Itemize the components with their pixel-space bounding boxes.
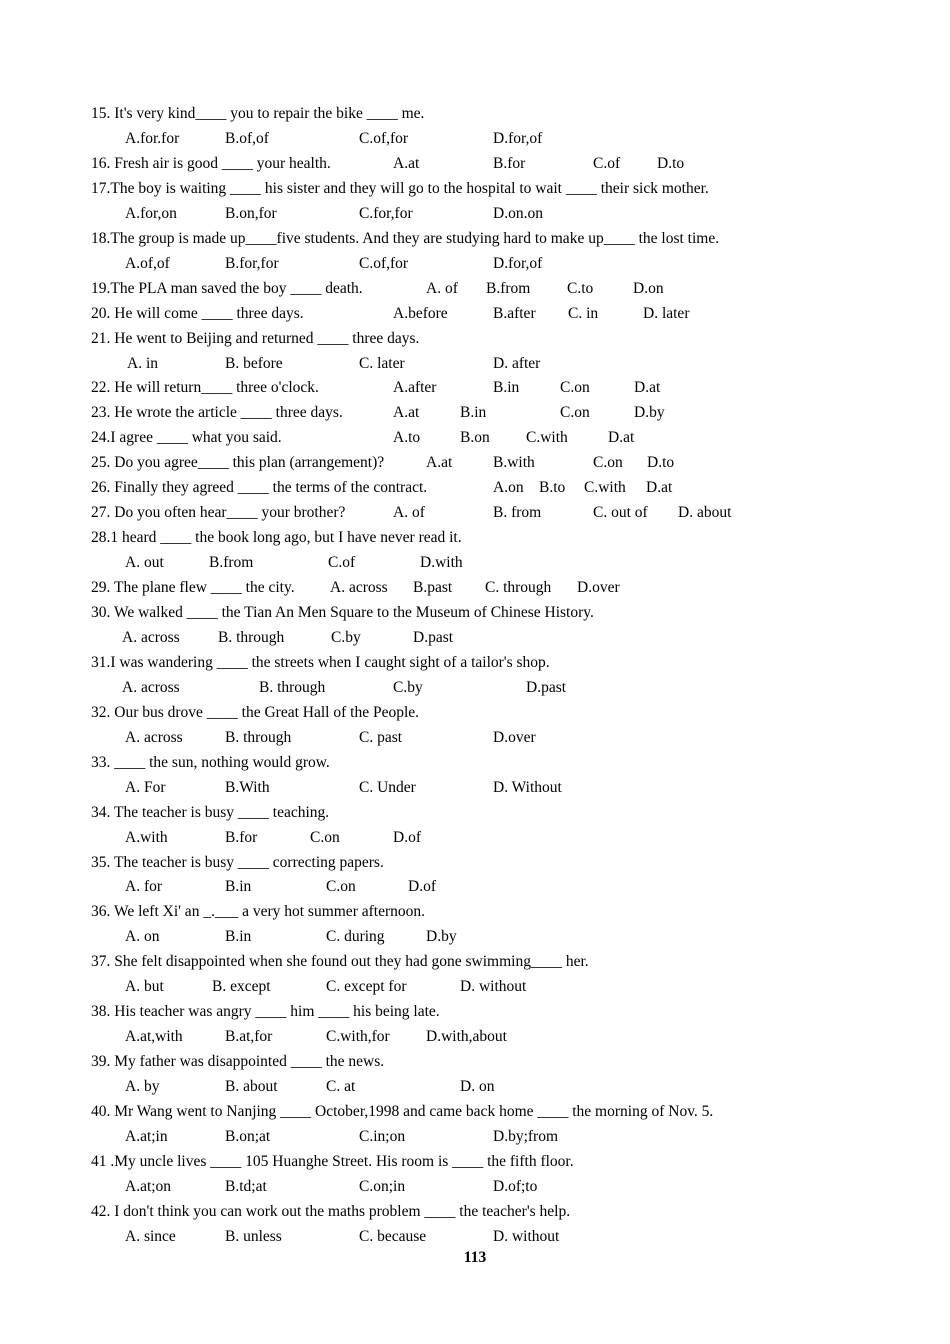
answer-option: B. about	[225, 1078, 278, 1096]
question-text: 29. The plane flew ____ the city.	[91, 579, 295, 597]
answer-option: B.in	[493, 379, 520, 397]
answer-option: D.on	[633, 279, 664, 297]
answer-option: D.with,about	[426, 1028, 507, 1046]
answer-option: D.to	[657, 154, 685, 172]
answer-option: D. about	[678, 504, 732, 522]
question-text: 36. We left Xi' an _.___ a very hot summer afternoon.	[91, 903, 425, 921]
answer-option: A. on	[125, 928, 160, 946]
answer-option: C.on	[310, 828, 340, 846]
answer-option: A.to	[393, 429, 421, 447]
question-text: 40. Mr Wang went to Nanjing ____ October,1998 and came back home ____ the morning of Nov. 5.	[91, 1103, 714, 1120]
answer-option: D. after	[493, 354, 541, 372]
answer-option: C.on	[560, 379, 590, 397]
answer-option: B. through	[225, 728, 292, 746]
answer-option: A. across	[122, 678, 180, 696]
answer-option: B.of,of	[225, 129, 269, 147]
answer-option: C.of	[593, 154, 621, 172]
question-text: 39. My father was disappointed ____ the news.	[91, 1053, 385, 1071]
answer-option: A.before	[393, 304, 448, 322]
answer-option: D. on	[460, 1078, 495, 1096]
question-text: 25. Do you agree____ this plan (arrangement)?	[91, 454, 385, 472]
answer-option: D.on.on	[493, 204, 543, 222]
answer-option: B.to	[539, 479, 566, 497]
answer-option: A. out	[125, 554, 164, 572]
answer-option: A. for	[125, 878, 163, 896]
answer-option: D.past	[526, 678, 567, 696]
page-number: 113	[463, 1249, 487, 1266]
answer-option: C.with	[584, 479, 626, 497]
answer-option: B.on;at	[225, 1127, 271, 1145]
answer-option: B.in	[225, 928, 252, 946]
answer-option: B. from	[493, 504, 542, 522]
answer-option: A. but	[125, 978, 164, 996]
answer-option: C.on;in	[359, 1177, 406, 1195]
question-text: 41 .My uncle lives ____ 105 Huanghe Street. His room is ____ the fifth floor.	[91, 1152, 574, 1170]
answer-option: C.on	[326, 878, 356, 896]
answer-option: A. by	[125, 1078, 160, 1096]
question-text: 15. It's very kind____ you to repair the bike ____ me.	[91, 105, 425, 122]
question-text: 34. The teacher is busy ____ teaching.	[91, 803, 330, 821]
question-text: 18.The group is made up____five students. And they are studying hard to make up____ the lost time.	[91, 229, 720, 247]
question-text: 38. His teacher was angry ____ him ____ his being late.	[91, 1003, 440, 1021]
question-text: 23. He wrote the article ____ three days.	[91, 404, 343, 422]
answer-option: A. in	[127, 354, 158, 372]
answer-option: D. Without	[493, 778, 562, 796]
answer-option: B.after	[493, 304, 536, 322]
question-text: 19.The PLA man saved the boy ____ death.	[91, 279, 363, 297]
answer-option: C.in;on	[359, 1127, 406, 1145]
answer-option: A. across	[125, 728, 183, 746]
answer-option: C. through	[485, 579, 552, 597]
answer-option: D.with	[420, 554, 463, 572]
answer-option: B.in	[460, 404, 487, 422]
answer-option: C.for,for	[359, 204, 413, 222]
answer-option: A.at	[426, 454, 453, 472]
answer-option: B.for	[225, 828, 258, 846]
answer-option: C.on	[560, 404, 590, 422]
answer-option: B.td;at	[225, 1177, 267, 1195]
answer-option: A.at,with	[125, 1028, 183, 1046]
answer-option: B. through	[259, 678, 326, 696]
answer-option: A. of	[426, 279, 458, 297]
answer-option: A. across	[122, 628, 180, 646]
question-text: 31.I was wandering ____ the streets when I caught sight of a tailor's shop.	[91, 653, 550, 671]
answer-option: C.by	[331, 628, 361, 646]
answer-option: D.for,of	[493, 254, 543, 272]
answer-option: C.with,for	[326, 1028, 390, 1046]
answer-option: C.of,for	[359, 254, 409, 272]
answer-option: D.by	[426, 928, 457, 946]
question-text: 30. We walked ____ the Tian An Men Square to the Museum of Chinese History.	[91, 604, 594, 621]
answer-option: A.at;in	[125, 1127, 168, 1145]
answer-option: D.at	[634, 379, 661, 397]
answer-option: A.for,on	[125, 204, 177, 222]
answer-option: D.for,of	[493, 129, 543, 147]
answer-option: B.for,for	[225, 254, 279, 272]
question-text: 37. She felt disappointed when she found out they had gone swimming____ her.	[91, 953, 589, 971]
answer-option: D. later	[643, 304, 690, 322]
answer-option: C.of	[328, 554, 356, 572]
question-text: 24.I agree ____ what you said.	[91, 429, 282, 447]
answer-option: C.on	[593, 454, 623, 472]
question-text: 32. Our bus drove ____ the Great Hall of the People.	[91, 703, 420, 721]
answer-option: B.past	[413, 579, 453, 597]
answer-option: D.at	[646, 479, 673, 497]
question-text: 27. Do you often hear____ your brother?	[91, 504, 346, 522]
answer-option: C. Under	[359, 778, 416, 796]
question-text: 17.The boy is waiting ____ his sister and they will go to the hospital to wait ____ their sick mother.	[91, 179, 709, 197]
answer-option: C.by	[393, 678, 423, 696]
answer-option: A.at	[393, 404, 420, 422]
question-text: 33. ____ the sun, nothing would grow.	[91, 753, 330, 771]
question-text: 20. He will come ____ three days.	[91, 304, 304, 322]
answer-option: A. of	[393, 504, 425, 522]
answer-option: D.by;from	[493, 1127, 559, 1145]
answer-option: A.at	[393, 154, 420, 172]
answer-option: B. through	[218, 628, 285, 646]
answer-option: B.in	[225, 878, 252, 896]
question-text: 42. I don't think you can work out the maths problem ____ the teacher's help.	[91, 1202, 571, 1220]
answer-option: C.with	[526, 429, 568, 447]
answer-option: A.of,of	[125, 254, 170, 272]
answer-option: B.With	[225, 778, 270, 796]
answer-option: A. across	[330, 579, 388, 597]
answer-option: D. without	[493, 1227, 560, 1245]
answer-option: B.with	[493, 454, 535, 472]
answer-option: C. because	[359, 1227, 427, 1245]
question-text: 22. He will return____ three o'clock.	[91, 379, 319, 397]
answer-option: C. past	[359, 728, 403, 746]
answer-option: D.over	[493, 728, 536, 746]
answer-option: A.after	[393, 379, 437, 397]
question-text: 35. The teacher is busy ____ correcting papers.	[91, 853, 384, 871]
question-text: 21. He went to Beijing and returned ____ three days.	[91, 329, 420, 347]
answer-option: D.of	[408, 878, 436, 896]
answer-option: A. since	[125, 1227, 176, 1245]
answer-option: C. except for	[326, 978, 407, 996]
answer-option: D.at	[608, 429, 635, 447]
answer-option: C. in	[568, 304, 599, 322]
answer-option: D.by	[634, 404, 665, 422]
answer-option: A.at;on	[125, 1177, 172, 1195]
answer-option: B.from	[486, 279, 531, 297]
answer-option: D.to	[647, 454, 675, 472]
answer-option: A. For	[125, 778, 166, 796]
answer-option: C.of,for	[359, 129, 409, 147]
answer-option: C.to	[567, 279, 594, 297]
answer-option: D.past	[413, 628, 454, 646]
answer-option: D.of;to	[493, 1177, 538, 1195]
answer-option: A.for.for	[125, 129, 180, 147]
answer-option: B. unless	[225, 1227, 282, 1245]
answer-option: A.with	[125, 828, 168, 846]
answer-option: C. at	[326, 1078, 356, 1096]
answer-option: C. during	[326, 928, 385, 946]
answer-option: B.on	[460, 429, 490, 447]
question-text: 16. Fresh air is good ____ your health.	[91, 154, 331, 172]
answer-option: C. out of	[593, 504, 648, 522]
answer-option: B.from	[209, 554, 254, 572]
answer-option: B.at,for	[225, 1028, 273, 1046]
answer-option: B.on,for	[225, 204, 277, 222]
answer-option: B.for	[493, 154, 526, 172]
answer-option: D. without	[460, 978, 527, 996]
question-text: 26. Finally they agreed ____ the terms of the contract.	[91, 479, 428, 497]
answer-option: B. before	[225, 354, 283, 372]
answer-option: D.over	[577, 579, 620, 597]
answer-option: A.on	[493, 479, 524, 497]
question-text: 28.1 heard ____ the book long ago, but I have never read it.	[91, 529, 462, 547]
answer-option: B. except	[212, 978, 271, 996]
answer-option: C. later	[359, 354, 405, 372]
answer-option: D.of	[393, 828, 421, 846]
